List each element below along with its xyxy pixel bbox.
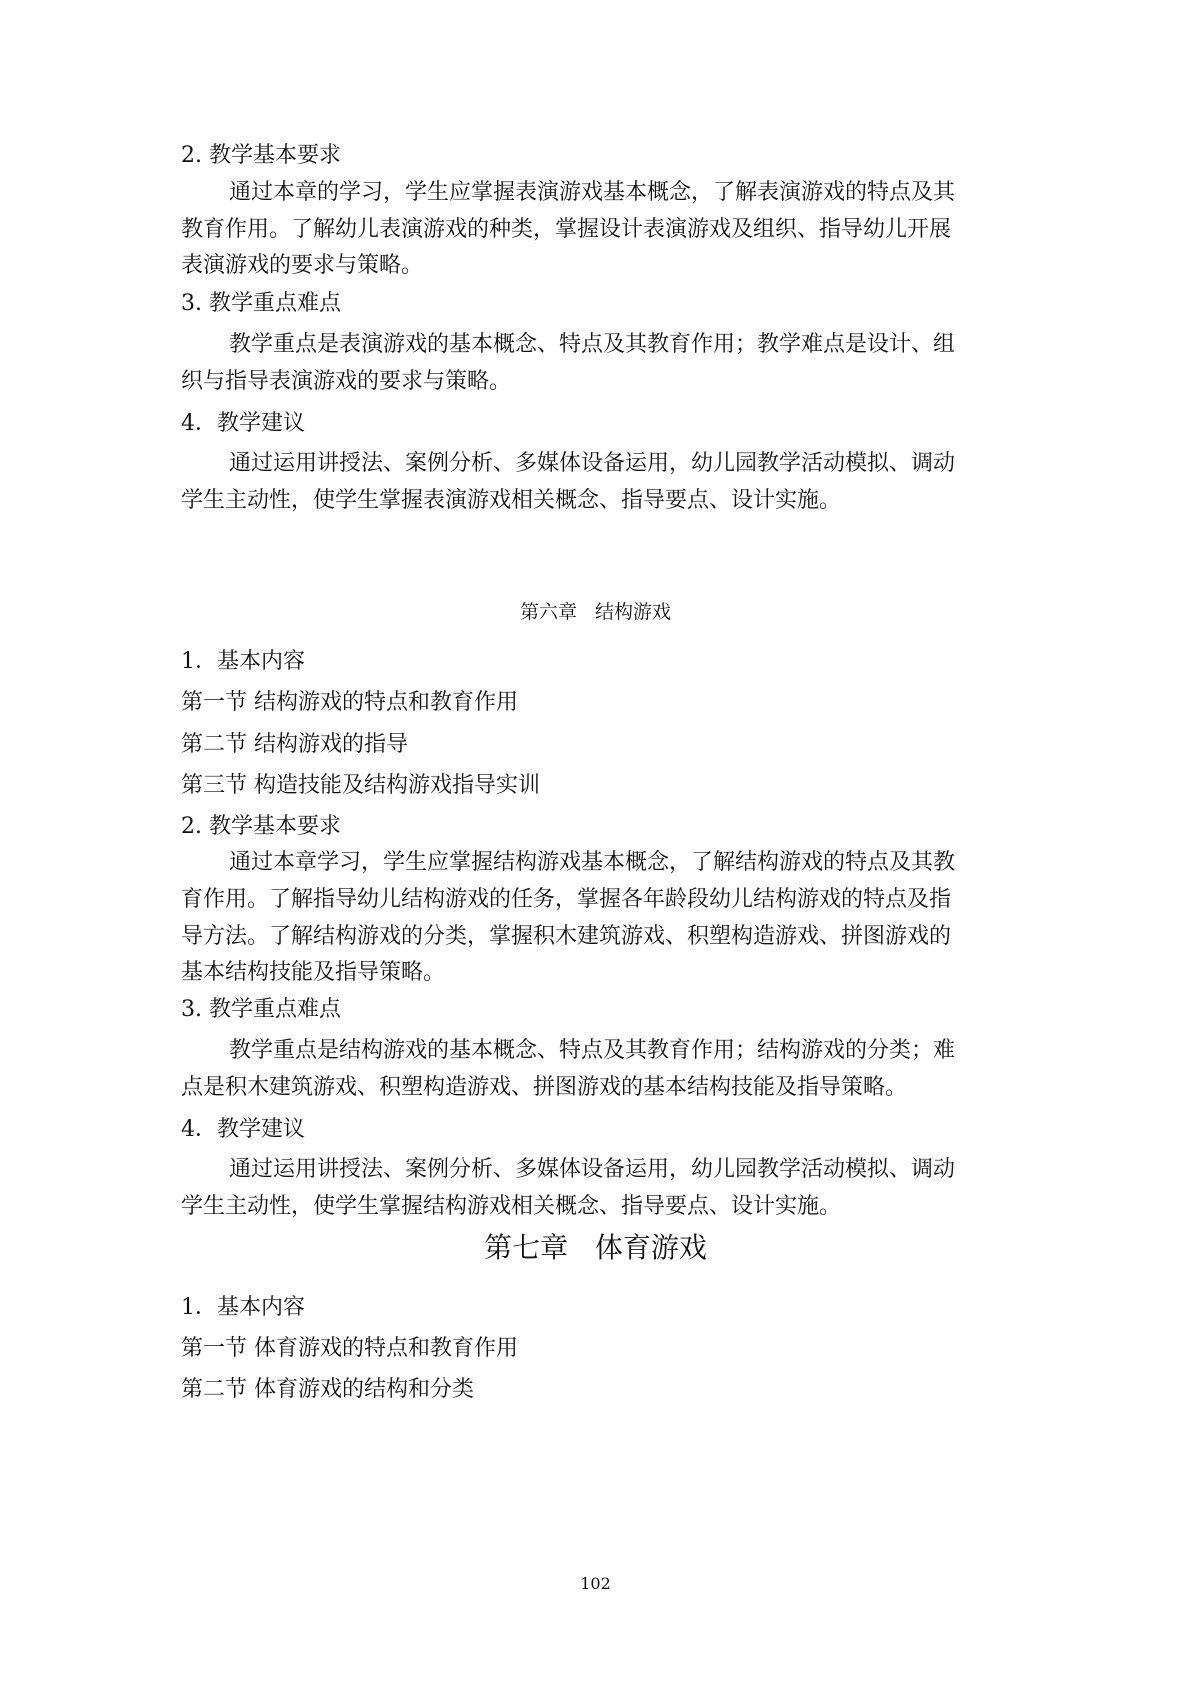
content-heading: 1．基本内容 <box>181 649 305 674</box>
requirements-heading: 2. 教学基本要求 <box>181 814 341 839</box>
key-points-heading: 3. 教学重点难点 <box>181 291 341 316</box>
paragraph-line: 织与指导表演游戏的要求与策略。 <box>181 369 512 394</box>
section-item: 第一节 结构游戏的特点和教育作用 <box>181 690 518 715</box>
section-item: 第二节 体育游戏的结构和分类 <box>181 1377 474 1402</box>
suggestions-heading: 4．教学建议 <box>181 411 305 436</box>
page-number: 102 <box>580 1574 611 1593</box>
paragraph-line: 导方法。了解结构游戏的分类，掌握积木建筑游戏、积塑构造游戏、拼图游戏的 <box>181 924 952 949</box>
paragraph-line: 教学重点是表演游戏的基本概念、特点及其教育作用；教学难点是设计、组 <box>229 332 956 357</box>
paragraph-line: 通过运用讲授法、案例分析、多媒体设备运用，幼儿园教学活动模拟、调动 <box>229 1157 956 1182</box>
paragraph-line: 表演游戏的要求与策略。 <box>181 253 424 278</box>
paragraph-line: 育作用。了解指导幼儿结构游戏的任务，掌握各年龄段幼儿结构游戏的特点及指 <box>181 887 952 912</box>
requirements-heading: 2. 教学基本要求 <box>181 143 341 168</box>
paragraph-line: 点是积木建筑游戏、积塑构造游戏、拼图游戏的基本结构技能及指导策略。 <box>181 1075 908 1100</box>
chapter-title: 第七章 体育游戏 <box>484 1231 707 1264</box>
paragraph-line: 教育作用。了解幼儿表演游戏的种类，掌握设计表演游戏及组织、指导幼儿开展 <box>181 217 952 242</box>
key-points-heading: 3. 教学重点难点 <box>181 997 341 1022</box>
section-item: 第三节 构造技能及结构游戏指导实训 <box>181 773 540 798</box>
paragraph-line: 通过运用讲授法、案例分析、多媒体设备运用，幼儿园教学活动模拟、调动 <box>229 451 956 476</box>
suggestions-heading: 4．教学建议 <box>181 1117 305 1142</box>
paragraph-line: 学生主动性，使学生掌握表演游戏相关概念、指导要点、设计实施。 <box>181 488 842 513</box>
paragraph-line: 基本结构技能及指导策略。 <box>181 960 446 985</box>
section-item: 第一节 体育游戏的特点和教育作用 <box>181 1336 518 1361</box>
paragraph-line: 通过本章的学习，学生应掌握表演游戏基本概念，了解表演游戏的特点及其 <box>229 180 956 205</box>
chapter-title: 第六章 结构游戏 <box>519 601 672 623</box>
paragraph-line: 学生主动性，使学生掌握结构游戏相关概念、指导要点、设计实施。 <box>181 1194 842 1219</box>
section-item: 第二节 结构游戏的指导 <box>181 732 408 757</box>
paragraph-line: 通过本章学习，学生应掌握结构游戏基本概念，了解结构游戏的特点及其教 <box>229 850 956 875</box>
content-heading: 1．基本内容 <box>181 1295 305 1320</box>
paragraph-line: 教学重点是结构游戏的基本概念、特点及其教育作用；结构游戏的分类；难 <box>229 1038 956 1063</box>
